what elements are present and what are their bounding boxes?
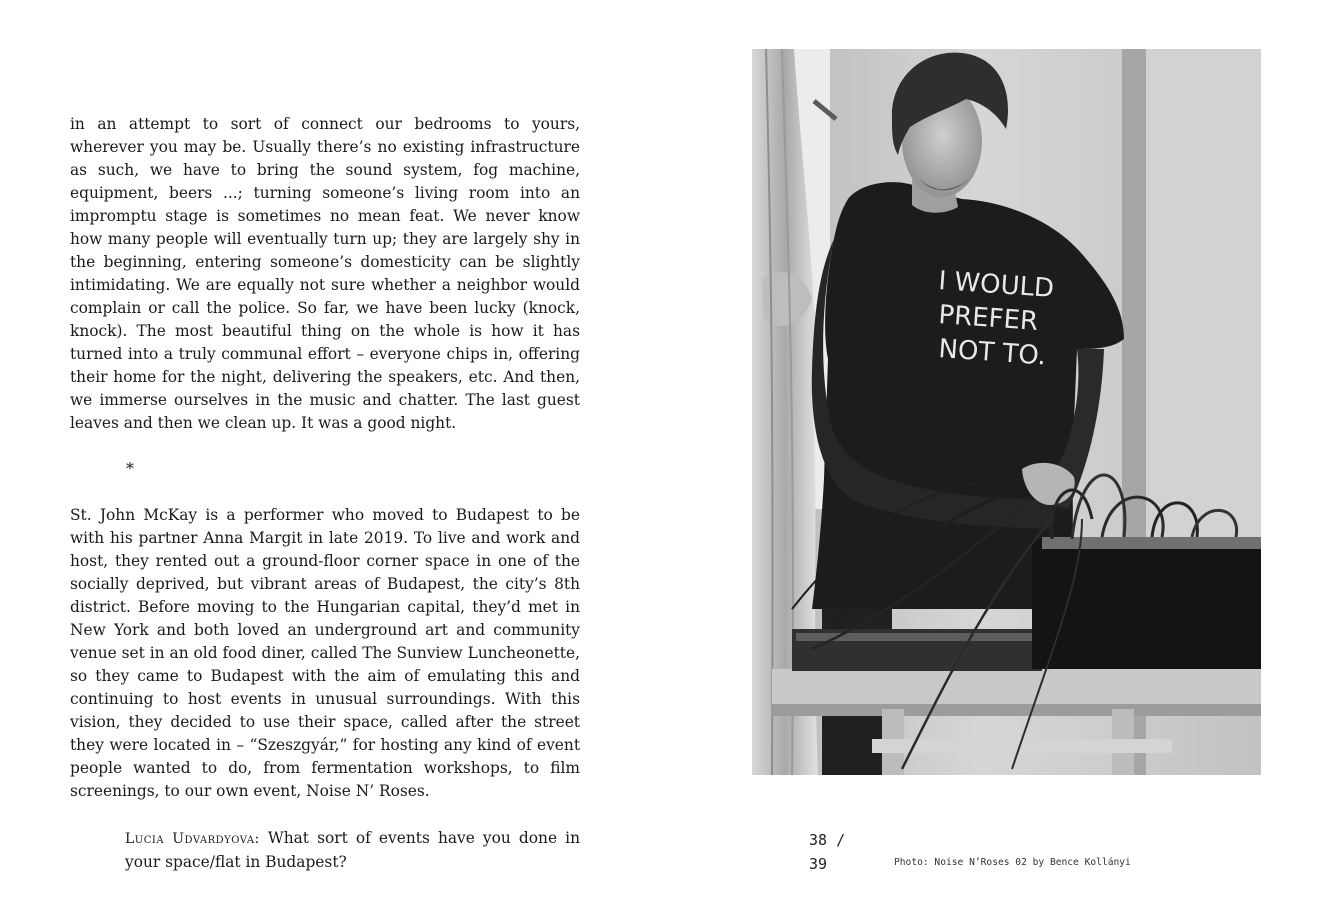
photo-illustration xyxy=(752,49,1261,775)
left-page-text xyxy=(70,113,580,803)
table-top xyxy=(772,669,1261,709)
modular-top xyxy=(1042,537,1261,549)
shirt-text-line-2: PREFER xyxy=(937,300,1039,337)
section-separator: * xyxy=(126,459,134,478)
body-paragraph-2: St. John McKay is a performer who moved to Budapest to be with his partner Anna Margit in late 2019. To live and work and host, they rented out a ground-floor corner space in one of the socially deprived, but vibrant areas of Budapest, the city’s 8th district. Before moving to the Hungarian capital, they’d met in New York and both loved an underground art and community venue set in an old food diner, called The Sunview Luncheonette, so they came to Budapest with the aim of emulating this and continuing to host events in unusual surroundings. With this vision, they decided to use their space, called after the street they were located in – “Szeszgyár,” for hosting any kind of event people wanted to do, from fermentation workshops, to film screenings, to our own event, Noise N’ Roses. xyxy=(70,506,580,800)
shirt-text-line-3: NOT TO. xyxy=(937,334,1047,372)
page-number-right: 39 xyxy=(809,855,828,873)
interview-question xyxy=(125,827,580,874)
table-edge xyxy=(772,704,1261,716)
page-number-left: 38 / xyxy=(809,831,846,849)
shirt-text-line-1: I WOULD xyxy=(937,266,1055,305)
page-number xyxy=(809,828,845,876)
photo-caption: Photo: Noise N’Roses 02 by Bence Kollányi xyxy=(894,857,1131,868)
interviewer-name: Lucia Udvardyova: xyxy=(125,831,260,847)
performer-photo xyxy=(752,49,1261,775)
body-paragraph-1: in an attempt to sort of connect our bedrooms to yours, wherever you may be. Usually there’s no existing infrastructure as such, we have to bring the sound system, fog machine, equipment, beers ...; turning someone’s living room into an impromptu stage is sometimes no mean feat. We never know how many people will eventually turn up; they are largely shy in the beginning, entering someone’s domesticity can be slightly intimidating. We are equally not sure whether a neighbor would complain or call the police. So far, we have been lucky (knock, knock). The most beautiful thing on the whole is how it has turned into a truly communal effort – everyone chips in, offering their home for the night, delivering the speakers, etc. And then, we immerse ourselves in the music and chatter. The last guest leaves and then we clean up. It was a good night. xyxy=(70,115,580,432)
question-text: What sort of events have you done in your space/flat in Budapest? xyxy=(125,829,580,871)
